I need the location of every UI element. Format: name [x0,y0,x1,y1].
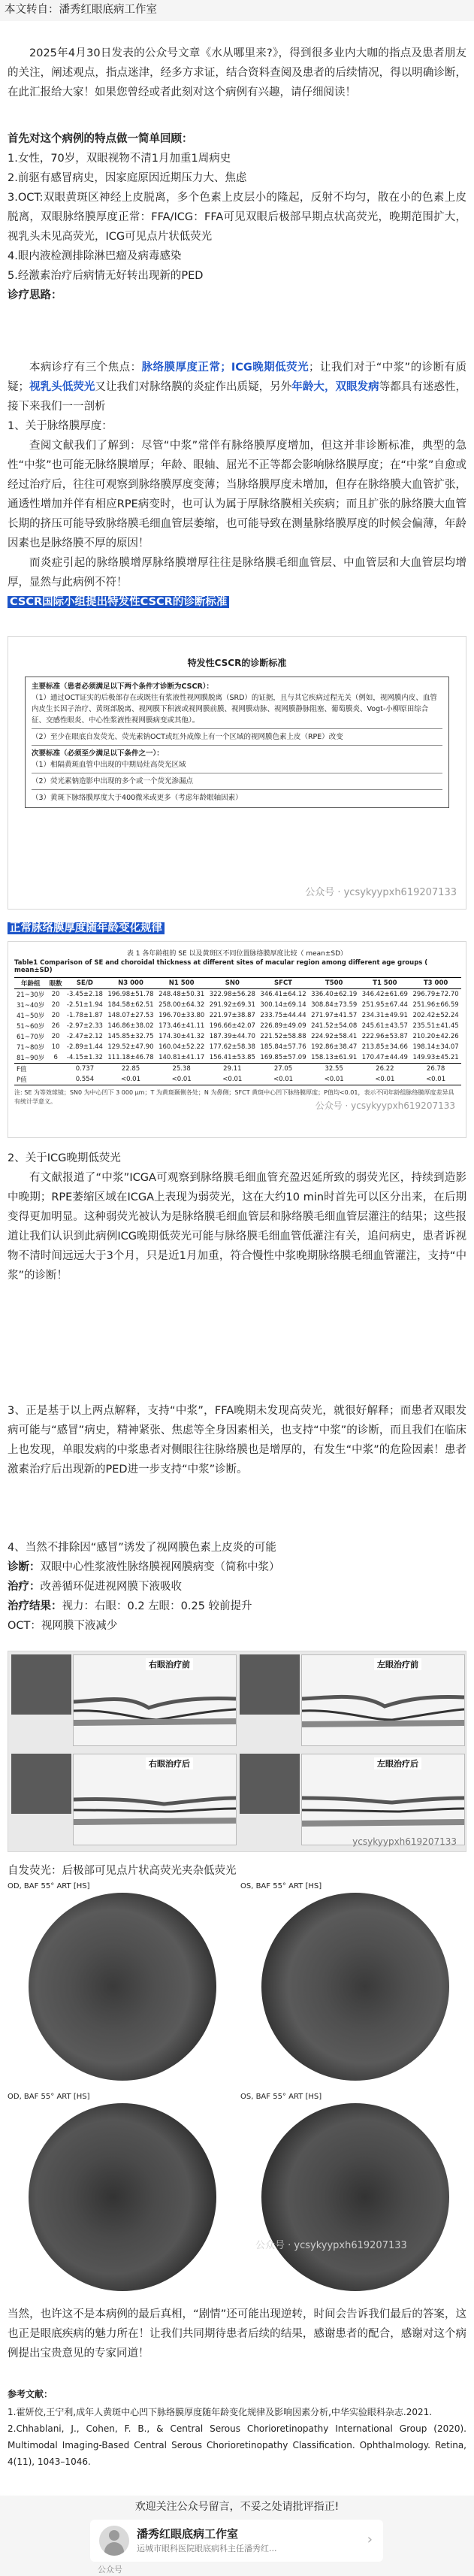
account-card[interactable] [90,2520,383,2562]
table-row [14,1042,461,1052]
oct-label: 右眼治疗前 [146,1658,193,1670]
af-panel [8,1882,233,2090]
table-cell: 196.70±33.80 [159,1012,205,1019]
focus-text: 等都具有迷惑性，接下来我们一一剖析 [8,381,467,413]
table-cell: <0.01 [426,1076,446,1083]
table-cell: 111.18±46.78 [107,1054,154,1061]
section-1-paragraph-2: 而炎症引起的脉络膜增厚脉络膜增厚往往是脉络膜毛细血管层、中血管层和大血管层均增厚，显然与此病例不符！ [8,557,466,589]
table-cell: 185.84±57.76 [260,1043,306,1051]
af-caption-row [0,1861,474,1881]
watermark: 公众号 · ycsykyypxh619207133 [315,1100,455,1111]
table-header: N3 000 [118,979,143,987]
minor-criterion-2: （2）荧光素钠造影中出现的多个或一个荧光渗漏点 [32,773,442,787]
table-cell: 170.47±44.49 [361,1054,408,1061]
main-criterion-1: （1）通过OCT证实的后极部存在或既往有浆液性视网膜脱离（SRD）的证据，且与其它疾病过程无关（例如，视网膜内皮、血管内皮生长因子治疗、黄斑部脱离、视网膜下积液或视网膜前膜、视网膜动脉、视网膜静脉阻塞、葡萄膜炎、Vogt-小柳原田综合征、交感性眼炎、中心性浆液性视网膜病变或其他）。 [32,694,437,725]
account-description: 运城市眼科医院眼底病科主任潘秀红... [137,2544,277,2553]
table-cell: 27.05 [273,1065,293,1073]
table-cell: 169.85±57.09 [260,1054,306,1061]
watermark: 公众号 · ycsykyypxh619207133 [255,2240,407,2251]
table-cell: 322.98±56.28 [209,991,255,998]
table-cell: 222.96±53.87 [361,1033,408,1040]
table-cell: 251.95±67.44 [361,1001,408,1009]
fundus-thumbnail [240,1654,300,1715]
table-row [14,1031,461,1042]
section-2-paragraph: 有文献报道了“中浆”ICGA可观察到脉络膜毛细血管充盈迟延所致的弱荧光区，持续到造影中晚期；RPE萎缩区域在ICGA上表现为弱荧光，这在大约10 min时首先可以区分出来，在后期变得更加明显。这种弱荧光被认为是脉络膜毛细血管层和脉络膜毛细血管层灌注的结果；这些报道让我们认识到此病例ICG晚期低荧光可能与脉络膜毛细血管低灌注有关，追问病史，患者诉视物不清时间远远大于3个月，只是近1月加重，符合慢性中浆晚期脉络膜毛细血管灌注，支持“中浆”的诊断！ [8,1172,466,1282]
section-2-title: 2、关于ICG晚期低荧光 [8,1152,121,1164]
table-cell: 32.55 [325,1065,343,1073]
table-cell: -1.78±1.87 [66,1012,103,1019]
af-label: OS, BAF 55° ART [HS] [240,1882,322,1890]
intro-section [0,44,474,102]
reference-2: 2.Chhablani, J., Cohen, F. B., & Central Serous Chorioretinopathy International Group (2020). Multimodal Imaging-Based Central Serous Chorioretinopathy Classification. Ophthalmology. Retina, 4(11), 1043–1046. [8,2423,466,2467]
af-panel [8,2093,233,2300]
af-fundus-image [261,2103,449,2291]
table-cell: 248.48±50.31 [159,991,205,998]
oct-label: 左眼治疗后 [374,1757,421,1769]
table-cell [47,1064,65,1075]
section-3-paragraph: 3、正是基于以上两点解释，支持“中浆”，FFA晚期未发现高荧光，就很好解释；而患者双眼发病可能与“感冒”病史，精神紧张、焦虑等全身因素相关，也支持“中浆”的诊断，而且我们在临床上也发现，单眼发病的中浆患者对侧眼往往脉络膜也是增厚的，有发生“中浆”的危险因素！患者激素治疗后出现新的PED进一步支持“中浆”诊断。 [8,1405,466,1476]
table-cell: 233.75±44.44 [260,1012,306,1019]
table-cell: 20 [51,1001,60,1009]
table-body [14,989,461,1085]
thickness-banner: 正常脉络膜厚度随年龄变化规律 [8,922,165,934]
table-title-en: Table1 Comparison of SE and choroidal thickness at different sites of macular region among different age groups ( mean±SD) [14,959,428,974]
table-cell: 346.42±61.69 [361,991,408,998]
table-row [14,1000,461,1010]
table-cell: 173.46±41.11 [159,1022,205,1030]
table-cell: 192.86±38.47 [311,1043,358,1051]
focus-paragraph [8,358,466,416]
table-cell: 235.51±41.45 [412,1022,459,1030]
table-cell: 210.20±42.26 [412,1033,459,1040]
oct-scan-after [73,1754,237,1845]
table-cell: P值 [17,1076,27,1084]
references-title: 参考文献： [8,2389,53,2399]
minor-criterion-3: （3）黄斑下脉络膜厚度大于400微米或更多（考虑年龄眼轴因素） [32,789,442,804]
account-avatar [99,2526,129,2556]
table-title-cn: 表 1 各年龄组的 SE 以及黄斑区不同位置脉络膜厚度比较（ mean±SD） [126,950,348,958]
autofluorescence-figure [8,1882,466,2300]
feature-item: 1.女性，70岁，双眼视物不清1月加重1周病史 [8,153,231,165]
section-3 [0,1401,474,1479]
table-cell: 296.79±72.70 [412,991,459,998]
table-cell: 196.98±51.78 [107,991,154,998]
table-cell: 41~50岁 [17,1013,45,1020]
table-cell: <0.01 [120,1076,141,1083]
table-cell: -4.15±1.32 [66,1054,103,1061]
criteria-box [25,677,449,808]
table-header: T1 500 [373,979,397,987]
feature-item: 4.眼内液检测排除淋巴瘤及病毒感染 [8,250,182,262]
table-cell: 158.13±61.91 [311,1054,358,1061]
table-cell: -2.47±2.12 [66,1033,103,1040]
table-cell: 187.39±44.70 [209,1033,255,1040]
table-cell: 291.92±69.31 [209,1001,255,1009]
focus-text: 又让我们对脉络膜的炎症作出质疑，另外 [95,381,292,393]
table-row [14,989,461,1000]
watermark: ycsykyypxh619207133 [352,1836,457,1847]
table-cell: 31~40岁 [17,1002,45,1010]
minor-criterion-1: （1）相隔黄斑血管中出现的中期局灶高荧光区域 [32,761,186,769]
table-header: SE/D [76,979,93,987]
account-name: 潘秀红眼底病工作室 [137,2527,239,2541]
table-cell: 221.52±58.88 [260,1033,306,1040]
treatment-label: 治疗： [8,1581,41,1593]
section-4 [0,1538,474,1636]
table-cell: -3.45±2.18 [66,991,103,998]
table-cell [47,1074,65,1085]
right-eye-panel [11,1654,235,1848]
table-cell: 29.11 [223,1065,242,1073]
reference-1: 1.霍妍佼,王宁利,成年人黄斑中心凹下脉络膜厚度随年龄变化规律及影响因素分析,中华实验眼科杂志.2021. [8,2407,433,2417]
table-cell: 61~70岁 [17,1034,45,1041]
table-cell: 221.97±38.87 [209,1012,255,1019]
af-fundus-image [261,1893,449,2081]
result-text: 视力：右眼：0.2 左眼：0.25 较前提升 [62,1600,252,1612]
table-cell: 271.97±41.57 [311,1012,358,1019]
table-cell: 234.31±49.91 [361,1012,408,1019]
table-cell: 245.61±43.57 [361,1022,408,1030]
table-cell: 81~90岁 [17,1055,45,1062]
af-fundus-image [29,2103,216,2291]
section-1-title: 1、关于脉络膜厚度： [8,420,113,432]
fundus-thumbnail [11,1754,71,1814]
table-cell: 213.85±34.66 [361,1043,408,1051]
table-cell: 145.85±32.75 [107,1033,154,1040]
table-cell: 177.62±58.38 [209,1043,255,1051]
table-cell: 251.96±66.59 [412,1001,459,1009]
oct-label: 右眼治疗后 [146,1757,193,1769]
af-fundus-image [29,1893,216,2081]
table-row [14,1074,461,1085]
table-cell: <0.01 [324,1076,344,1083]
table-header: SFCT [274,979,292,987]
table-cell: 202.42±52.24 [412,1012,459,1019]
table-cell: 196.66±42.07 [209,1022,255,1030]
oct-result-line: OCT：视网膜下液减少 [8,1620,118,1632]
watermark: 公众号 · ycsykyypxh619207133 [305,887,457,898]
table-cell: <0.01 [273,1076,294,1083]
af-panel [240,1882,466,2090]
table-cell: 226.89±49.09 [260,1022,306,1030]
table-cell: 174.30±41.32 [159,1033,205,1040]
table-cell: F值 [17,1066,27,1073]
fundus-thumbnail [11,1654,71,1715]
feature-item: 5.经激素治疗后病情无好转出现新的PED [8,270,204,282]
table-cell: 156.41±53.85 [209,1054,255,1061]
table-cell: 198.14±34.07 [412,1043,459,1051]
focus-text: 本病诊疗有三个焦点： [29,362,142,374]
focus-text: ；让我们对于“中浆”的诊断有质疑； [8,362,466,393]
diagnosis-title: 诊疗思路： [8,289,62,301]
table-header: T3 000 [423,979,448,987]
fundus-thumbnail [240,1754,300,1814]
table-header: T500 [325,979,343,987]
focus-highlight-2: 视乳头低荧光 [29,381,95,393]
oct-label: 左眼治疗前 [374,1658,421,1670]
table-cell: <0.01 [171,1076,192,1083]
closing-section [0,2305,474,2363]
diagnosis-label: 诊断： [8,1561,41,1573]
af-label: OD, BAF 55° ART [HS] [8,1882,90,1890]
choroid-thickness-table-figure [8,941,466,1138]
table-header: 眼数 [49,980,62,988]
table-cell: 308.84±73.59 [311,1001,358,1009]
table-cell: 6 [53,1054,58,1061]
focus-highlight-3: 年龄大，双眼发病 [291,381,379,393]
table-header: N1 500 [168,979,195,987]
table-cell: 129.52±47.90 [107,1043,154,1051]
table-cell: 148.07±27.53 [107,1012,154,1019]
table-cell: 258.00±64.32 [159,1001,205,1009]
closing-paragraph: 当然，也许这不是本病例的最后真相，“剧情”还可能出现逆转，时间会告诉我们最后的答案，这也正是眼底疾病的魅力所在！让我们共同期待患者后续的结果，感谢患者的配合，感谢对这个病例提出宝贵意见的专家同道！ [8,2308,466,2360]
thickness-banner-row [0,919,474,938]
features-section [0,129,474,305]
table-cell: 26.22 [376,1065,394,1073]
table-cell: 241.52±54.08 [311,1022,358,1030]
table-cell: 346.41±64.12 [260,991,306,998]
table-cell: 51~60岁 [17,1023,45,1031]
table-row [14,1010,461,1021]
table-cell: 20 [51,1033,60,1040]
table-cell: 0.737 [75,1065,95,1073]
table-cell: 22.85 [121,1065,140,1073]
account-type: 公众号 [98,2565,122,2574]
main-criteria-header: 主要标准（患者必须满足以下两个条件才诊断为CSCR）： [32,683,214,691]
oct-comparison-figure [8,1651,466,1852]
table-cell: 300.14±69.14 [260,1001,306,1009]
table-cell: 149.93±45.21 [412,1054,459,1061]
table-cell: 71~80岁 [17,1044,45,1052]
repost-header [0,0,474,21]
table-cell: 160.04±52.22 [159,1043,205,1051]
main-criterion-2: （2）至少在眼底自发荧光、荧光素钠OCT或红外成像上有一个区域的视网膜色素上皮（RPE）改变 [32,728,442,743]
choroid-thickness-table [14,977,461,1085]
af-label: OD, BAF 55° ART [HS] [8,2093,90,2101]
table-cell: -2.89±1.44 [66,1043,103,1051]
table-cell: 21~30岁 [17,991,45,999]
result-label: 治疗结果： [8,1600,62,1612]
table-row [14,1064,461,1075]
repost-source: 本文转自：潘秀红眼底病工作室 [5,4,157,16]
chevron-right-icon: › [367,2532,373,2547]
footer-line: 欢迎关注公众号留言，不妥之处请批评指正! [134,2501,340,2513]
cscr-criteria-banner: CSCR国际小组提出特发性CSCR的诊断标准 [8,596,229,608]
table-cell: <0.01 [222,1076,243,1083]
features-title: 首先对这个病例的特点做一简单回顾： [8,133,193,145]
table-cell: 26.78 [426,1065,445,1073]
left-eye-panel [240,1654,463,1848]
section-1-paragraph: 查阅文献我们了解到：尽管“中浆”常伴有脉络膜厚度增加，但这并非诊断标准，典型的急性“中浆”也可能无脉络膜增厚；年龄、眼轴、屈光不正等都会影响脉络膜厚度；在“中浆”自愈或经过治疗后，往往可观察到脉络膜厚度变薄；当脉络膜厚度未增加，但存在脉络膜大血管扩张，通透性增加并伴有相应RPE病变时，也可认为属于厚脉络膜相关疾病；而且扩张的脉络膜大血管长期的挤压可能导致脉络膜毛细血管层萎缩，也可能导致在测量脉络膜厚度的时候会偏薄，年龄因素也是脉络膜不厚的原因！ [8,440,466,549]
minor-criteria-header: 次要标准（必须至少满足以下条件之一）： [32,745,442,759]
diagnosis-section [0,358,474,612]
oct-scan-after [301,1754,465,1845]
table-cell: 20 [51,1012,60,1019]
table-cell: <0.01 [375,1076,395,1083]
table-cell: 336.40±62.19 [311,991,358,998]
table-cell: 184.58±62.51 [107,1001,154,1009]
table-cell: 25.38 [172,1065,191,1073]
oct-scan-before [73,1654,237,1746]
feature-item: 2.前驱有感冒病史，因家庭原因近期压力大、焦虑 [8,172,247,184]
table-cell: 0.554 [75,1076,95,1083]
table-cell: 146.86±38.02 [107,1022,154,1030]
table-cell: -2.51±1.94 [66,1001,103,1009]
table-header: SN0 [225,979,240,987]
table-cell: -2.97±2.33 [66,1022,103,1030]
feature-item: 3.OCT:双眼黄斑区神经上皮脱离，多个色素上皮层小的隆起，反射不均匀，散在小的色素上皮脱离，双眼脉络膜厚度正常：FFA/ICG：FFA可见双眼后极部早期点状高荧光，晚期范围扩大，视乳头未见高荧光，ICG可见点片状低荧光 [8,192,466,243]
table-row [14,1021,461,1031]
intro-paragraph: 2025年4月30日发表的公众号文章《水从哪里来?》，得到很多业内大咖的指点及患者朋友的关注，阐述观点，指点迷津，经多方求证，结合资料查阅及患者的后续情况，得以明确诊断，在此汇报给大家！如果您曾经或者此刻对这个病例有兴趣，请仔细阅读！ [8,47,466,98]
table-cell: 20 [51,991,60,998]
table-note: 注: SE 为等效球镜；SN0 为中心凹下 3 000 µm；T 为黄斑颞侧各处；N 为鼻侧；SFCT 黄斑中心凹下脉络膜厚度；P值均<0.01，表示不同年龄组脉络膜厚度差异具有统计学意义。 [14,1089,454,1105]
table-cell: 26 [51,1022,60,1030]
af-label: OS, BAF 55° ART [HS] [240,2093,322,2101]
criteria-figure-title: 特发性CSCR的诊断标准 [187,658,287,668]
section-2 [0,1149,474,1285]
treatment-text: 改善循环促进视网膜下液吸收 [40,1581,182,1593]
diagnosis-text: 双眼中心性浆液性脉络膜视网膜病变（简称中浆） [40,1561,280,1573]
oct-scan-before [301,1654,465,1746]
section-4-title: 4、当然不排除因“感冒”诱发了视网膜色素上皮炎的可能 [8,1542,276,1554]
cscr-criteria-figure [8,636,466,910]
af-caption: 自发荧光：后极部可见点片状高荧光夹杂低荧光 [8,1865,237,1877]
references-section [0,2384,474,2470]
af-panel [240,2093,466,2300]
table-header: 年龄组 [21,980,41,988]
footer [0,2496,474,2576]
table-cell: 224.92±58.41 [311,1033,358,1040]
table-cell: 140.81±41.17 [159,1054,205,1061]
table-row [14,1052,461,1064]
focus-highlight-1: 脉络膜厚度正常；ICG晚期低荧光 [141,362,309,374]
table-cell: 10 [51,1043,60,1051]
